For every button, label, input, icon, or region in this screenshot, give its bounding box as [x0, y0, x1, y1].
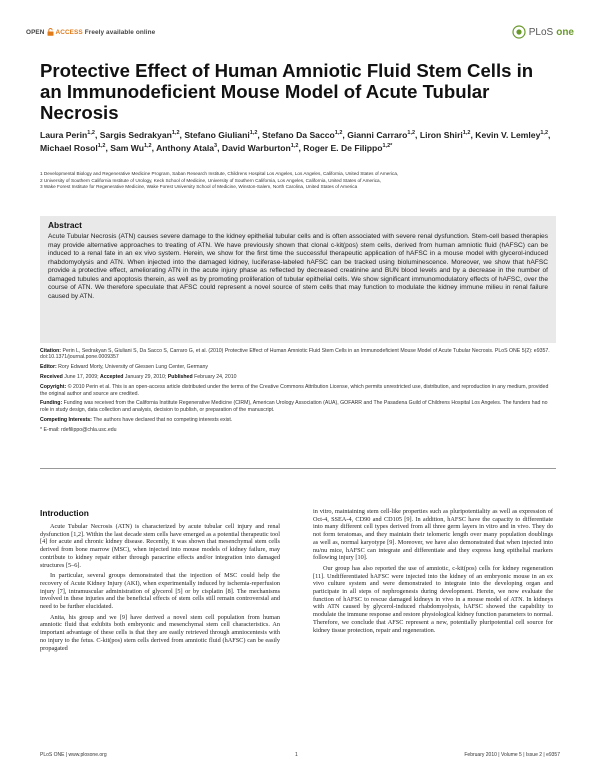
funding-text: Funding was received from the California Institute Regenerative Medicine (CIRM), American Urology Association (AUA), GOFARR and The Pasadena Guild of Childrens Hospital Los Angeles. The funders had no role in study design, data collection and analysis, decision to publish, or preparation of the manuscript. — [40, 400, 548, 413]
author-affiliation-mark: 1,2 — [462, 130, 471, 136]
logo-one-text: one — [556, 26, 574, 38]
author-separator: , — [298, 143, 301, 154]
accepted-date: January 29, 2010; — [124, 374, 167, 381]
open-label: OPEN — [26, 28, 45, 36]
open-lock-icon — [47, 28, 54, 36]
editor-label: Editor: — [40, 364, 57, 371]
left-paragraph: In particular, several groups demonstrated that the injection of MSC could help the recovery of Acute Kidney Injury (AKI), when experimentally induced by ischemia-reperfusion injury [7], intramuscular administration of glycerol [5] or by cisplatin [8]. The mechanisms involved in these injuries and the beneficial effects of stem cells still remain controversial and need to be further elucidated. — [40, 572, 280, 611]
right-column — [313, 508, 553, 637]
author-entry — [262, 130, 345, 140]
citation-label: Citation: — [40, 348, 62, 354]
author-entry — [184, 130, 259, 140]
freely-available-label: Freely available online — [84, 28, 156, 36]
author-separator: , — [151, 143, 155, 154]
article-metadata — [40, 348, 556, 437]
author-affiliation-mark: 1,2 — [97, 143, 106, 150]
editor-text: Rory Edward Morty, University of Giessen Lung Center, Germany — [58, 364, 208, 371]
author-entry — [100, 130, 182, 140]
footer-page-number: 1 — [295, 752, 298, 758]
author-separator: , — [217, 143, 220, 154]
author-affiliation-mark: 1,2 — [407, 130, 416, 136]
author-name: Laura Perin — [40, 129, 88, 140]
author-name: Stefano Giuliani — [184, 129, 250, 140]
author-entry — [475, 130, 550, 140]
author-affiliation-mark: 1,2 — [87, 130, 95, 136]
corresponding-email: * E-mail: rdefilippo@chla.usc.edu — [40, 426, 117, 433]
received-label: Received — [40, 374, 63, 381]
funding-label: Funding: — [40, 400, 63, 407]
author-separator: , — [105, 143, 108, 154]
author-name: Liron Shiri — [419, 129, 463, 140]
author-name: Sam Wu — [110, 143, 144, 154]
affiliation-line: 3 Wake Forest Institute for Regenerative Medicine, Wake Forest University School of Medicine, Winston-Salem, North Carolina, United States of America — [40, 184, 358, 190]
author-separator: , — [415, 129, 418, 140]
author-separator: , — [179, 129, 182, 140]
author-name: Gianni Carraro — [347, 129, 408, 140]
journal-header — [26, 28, 574, 44]
author-affiliation-mark: 1,2* — [382, 143, 393, 150]
affiliation-line: 1 Developmental Biology and Regenerative Medicine Program, Saban Research Institute, Childrens Hospital Los Angeles, Los Angeles, California, United States of America, — [40, 171, 399, 176]
author-entry — [156, 143, 219, 153]
article-title: Protective Effect of Human Amniotic Fluid Stem Cells in an Immunodeficient Mouse Model of Acute Tubular Necrosis — [40, 60, 534, 123]
author-affiliation-mark: 1,2 — [290, 143, 299, 150]
author-name: Michael Rosol — [40, 143, 98, 154]
author-affiliation-mark: 1,2 — [249, 130, 258, 136]
section-divider — [40, 468, 556, 469]
author-name: Stefano Da Sacco — [262, 129, 335, 140]
author-entry — [110, 143, 154, 153]
author-affiliation-mark: 1,2 — [334, 130, 343, 136]
accepted-label: Accepted — [100, 374, 124, 381]
author-name: Roger E. De Filippo — [303, 143, 383, 154]
author-name: Kevin V. Lemley — [475, 129, 541, 140]
plos-logo-icon — [512, 25, 526, 39]
copyright-row — [40, 384, 556, 397]
left-paragraph: Acute Tubular Necrosis (ATN) is characterized by acute tubular cell injury and renal dysfunction [1,2]. Within the last decade stem cells have emerged as a potential therapeutic tool [4] for acute and chronic kidney disease. Recently, it was shown that mesenchymal stem cells derived from bone marrow (MSC), when injected into mouse models of kidney failure, may contribute to kidney repair either through paracrine effects and/or integration into damaged structures [5–6]. — [40, 523, 280, 569]
author-name: Sargis Sedrakyan — [99, 129, 172, 140]
competing-text: The authors have declared that no competing interests exist. — [93, 416, 233, 423]
author-separator: , — [470, 129, 473, 140]
introduction-heading: Introduction — [40, 508, 89, 518]
author-separator: , — [342, 129, 345, 140]
right-paragraph-2: Our group has also reported the use of amniotic, c-kit(pos) cells for kidney regeneration [11]. Undifferentiated hAFSC were injected into the kidney of an embryonic mouse in an ex vivo culture system and were demonstrated to integrate into the developing organ and participate in all steps of nephrogenesis during development. Herein, we now evaluate the function of hAFSC to rescue damaged kidneys in vivo in a mouse model of ATN. In kidneys with ATN caused by glycerol-induced rhabdomyolysis, hAFSC showed the capability to modulate the immune response and restore physiological kidney function parameters to normal. Therefore, we conclude that AFSC represent a new, potentially pluripotential cell source for kidney tissue protection, repair and regeneration. — [313, 564, 553, 634]
abstract-text: Acute Tubular Necrosis (ATN) causes severe damage to the kidney epithelial tubular cells and is often associated with severe renal dysfunction. Stem-cell based therapies may provide alternative approaches to treating of ATN. We have previously shown that clonal c-kit(pos) stem cells, derived from human amniotic fluid (hAFSC) can be induced to a renal fate in an ex vivo system. Herein, we show for the first time the successful therapeutic application of hAFSC in a mouse model with glycerol-induced rhabdomyolysis and ATN. When injected into the damaged kidney, luciferase-labeled hAFSC can be tracked using bioluminescence. Moreover, we show that hAFSC provide a protective effect, ameliorating ATN in the acute injury phase as reflected by decreased creatinine and BUN blood levels and by a decrease in the number of damaged tubules and apoptosis therein, as well as by promoting proliferation of tubular epithelial cells. We show significant immunomodulatory effects of hAFSC, over the course of ATN. We therefore speculate that AFSC could represent a novel source of stem cells that may function to modulate the kidney immune milieu in renal failure caused by ATN. — [48, 233, 548, 300]
logo-plos-text: PLoS — [528, 26, 554, 38]
author-entry — [420, 130, 473, 140]
copyright-label: Copyright: — [40, 384, 67, 391]
author-separator: , — [94, 129, 98, 140]
dates-row — [40, 374, 556, 380]
copyright-text: © 2010 Perin et al. This is an open-access article distributed under the terms of the Creative Commons Attribution License, which permits unrestricted use, distribution, and reproduction in any medium, provided the original author and source are credited. — [40, 384, 549, 397]
author-name: Anthony Atala — [156, 143, 215, 154]
funding-row — [40, 400, 556, 413]
author-affiliation-mark: 1,2 — [540, 130, 549, 136]
email-row — [40, 427, 556, 433]
author-affiliation-mark: 1,2 — [171, 130, 180, 136]
author-entry — [40, 130, 97, 140]
received-date: June 17, 2009; — [64, 374, 99, 381]
author-name: David Warburton — [221, 143, 291, 154]
published-date: February 24, 2010 — [194, 374, 237, 381]
footer-journal: PLoS ONE | www.plosone.org — [40, 752, 107, 758]
published-label: Published — [167, 374, 193, 381]
competing-label: Competing Interests: — [40, 416, 92, 423]
open-access-badge — [26, 28, 155, 36]
author-separator: , — [548, 129, 551, 140]
footer-issue: February 2010 | Volume 5 | Issue 2 | e9357 — [464, 752, 560, 758]
right-paragraph-1: in vitro, maintaining stem cell-like properties such as pluripotentiality as well as expression of Oct-4, SSEA-4, CD90 and CD105 [9]. In addition, hAFSC have the capacity to differentiate into many different cell types derived from all three germ layers in vitro and in vivo. They do not form teratomas, and they maintain their telomeric length over many population doublings as well as, normal karyotype [9]. Moreover, we have also demonstrated that when injected into nu/nu mice, hAFSC can integrate and differentiate and they express lung epithelial markers following injury [10]. — [313, 508, 553, 562]
editor-row — [40, 364, 556, 370]
author-list — [40, 128, 560, 155]
affiliation-line: 2 University of Southern California Institute of Urology, Keck School of Medicine, University of Southern California, Los Angeles, California, United States of America, — [40, 177, 381, 183]
author-entry — [347, 130, 417, 140]
left-paragraph: Anita, his group and we [9] have derived a novel stem cell population from human amniotic fluid that exhibits both embryonic and mesenchymal stem cell characteristics. An important advantage of these cells is that they are easily retrieved through amniocentesis with no injury to the fetus. C-kit(pos) stem cells derived from amniotic fluid (hAFSC) can be easily propagated — [40, 613, 280, 652]
author-separator: , — [257, 129, 260, 140]
author-entry — [40, 143, 108, 153]
competing-interests-row — [40, 417, 556, 423]
abstract-box — [40, 216, 556, 343]
left-column — [40, 523, 280, 655]
author-entry — [303, 143, 392, 153]
author-entry — [222, 143, 301, 153]
access-label: ACCESS — [55, 28, 83, 36]
abstract-heading: Abstract — [48, 220, 82, 230]
author-affiliation-mark: 3 — [214, 143, 218, 150]
citation-row — [40, 348, 556, 361]
citation-text: Perin L, Sedrakyan S, Giuliani S, Da Sacco S, Carraro G, et al. (2010) Protective Effect of Human Amniotic Fluid Stem Cells in an Immunodeficient Mouse Model of Acute Tubular Necrosis. PLoS ONE 5(2): e9357. doi:10.1371/journal.pone.0009357 — [40, 348, 550, 361]
author-affiliation-mark: 1,2 — [143, 143, 152, 150]
affiliation-list — [40, 171, 570, 191]
plos-one-logo — [512, 25, 574, 39]
